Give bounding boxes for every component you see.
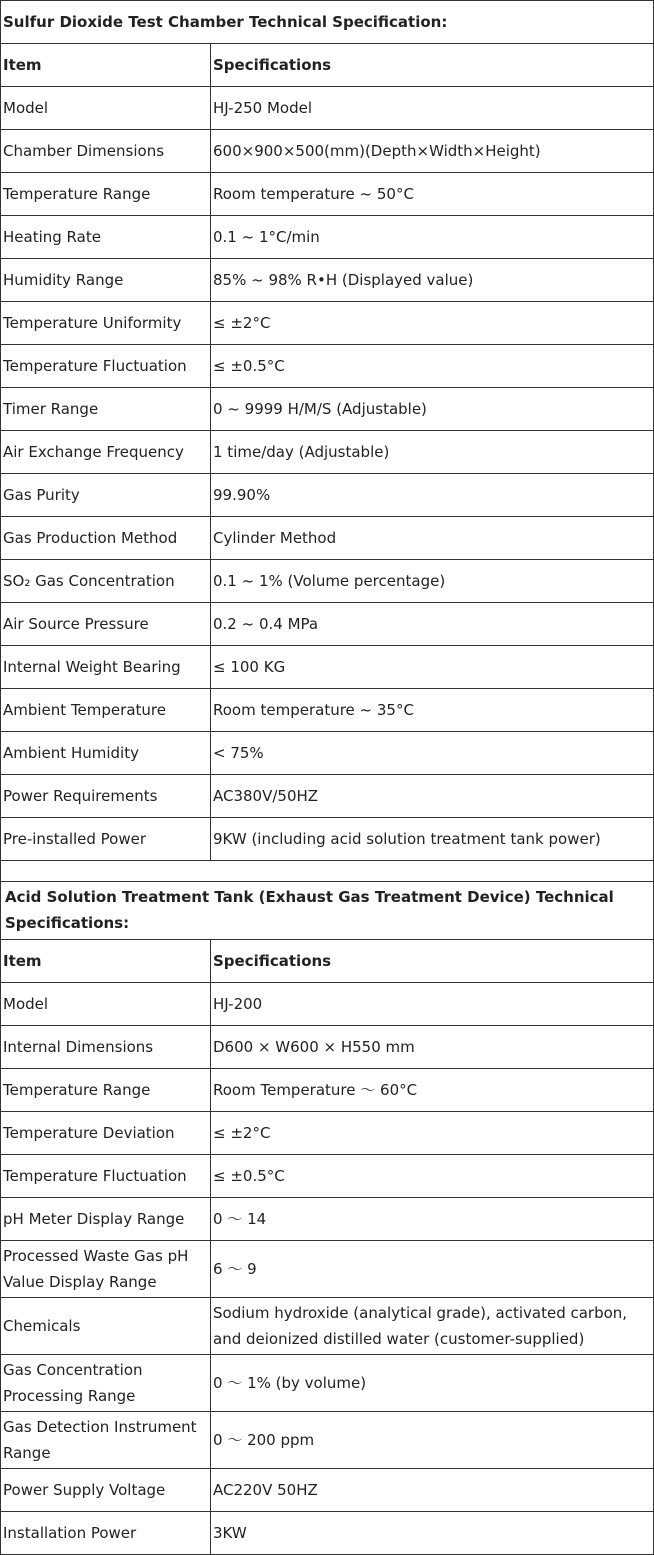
table-row <box>1 560 654 603</box>
table-row <box>1 1469 654 1512</box>
item-cell: Ambient Temperature <box>1 689 211 732</box>
item-cell: Gas Detection Instrument Range <box>1 1412 211 1469</box>
table-row <box>1 983 654 1026</box>
item-cell: Installation Power <box>1 1512 211 1555</box>
item-cell: Pre-installed Power <box>1 818 211 861</box>
value-cell: ≤ 100 KG <box>211 646 654 689</box>
table-row <box>1 1155 654 1198</box>
value-cell: ≤ ±2°C <box>211 1112 654 1155</box>
table-row <box>1 689 654 732</box>
value-cell: ≤ ±2°C <box>211 302 654 345</box>
item-cell: Temperature Range <box>1 1069 211 1112</box>
value-cell: 0 ～ 1% (by volume) <box>211 1355 654 1412</box>
value-cell: 1 time/day (Adjustable) <box>211 431 654 474</box>
table-row <box>1 173 654 216</box>
value-cell: HJ-250 Model <box>211 87 654 130</box>
column-header-spec: Specifications <box>211 44 654 87</box>
table-row <box>1 87 654 130</box>
item-cell: Temperature Deviation <box>1 1112 211 1155</box>
table-row <box>1 1298 654 1355</box>
item-cell: Air Source Pressure <box>1 603 211 646</box>
value-cell: Cylinder Method <box>211 517 654 560</box>
item-cell: Temperature Fluctuation <box>1 345 211 388</box>
value-cell: < 75% <box>211 732 654 775</box>
value-cell: Room temperature ~ 50°C <box>211 173 654 216</box>
table-row <box>1 1241 654 1298</box>
table-row <box>1 345 654 388</box>
section-title: Acid Solution Treatment Tank (Exhaust Gas Treatment Device) Technical Specifications: <box>1 882 654 940</box>
table-row <box>1 732 654 775</box>
value-cell: AC220V 50HZ <box>211 1469 654 1512</box>
value-cell: 3KW <box>211 1512 654 1555</box>
table-header-row <box>1 44 654 87</box>
column-header-item: Item <box>1 940 211 983</box>
item-cell: Air Exchange Frequency <box>1 431 211 474</box>
item-cell: Chemicals <box>1 1298 211 1355</box>
item-cell: Gas Purity <box>1 474 211 517</box>
item-cell: Model <box>1 983 211 1026</box>
section-title: Sulfur Dioxide Test Chamber Technical Specification: <box>1 1 654 44</box>
value-cell: Sodium hydroxide (analytical grade), activated carbon, and deionized distilled water (customer-supplied) <box>211 1298 654 1355</box>
item-cell: Power Requirements <box>1 775 211 818</box>
item-cell: pH Meter Display Range <box>1 1198 211 1241</box>
item-cell: Humidity Range <box>1 259 211 302</box>
section-title-row <box>1 882 654 940</box>
table-row <box>1 1026 654 1069</box>
table-row <box>1 1069 654 1112</box>
value-cell: Room temperature ~ 35°C <box>211 689 654 732</box>
table-row <box>1 1112 654 1155</box>
item-cell: SO₂ Gas Concentration <box>1 560 211 603</box>
item-cell: Timer Range <box>1 388 211 431</box>
table-row <box>1 302 654 345</box>
item-cell: Temperature Range <box>1 173 211 216</box>
table-header-row <box>1 940 654 983</box>
value-cell: 6 ～ 9 <box>211 1241 654 1298</box>
table-row <box>1 775 654 818</box>
column-header-spec: Specifications <box>211 940 654 983</box>
column-header-item: Item <box>1 44 211 87</box>
value-cell: 0.2 ~ 0.4 MPa <box>211 603 654 646</box>
item-cell: Processed Waste Gas pH Value Display Range <box>1 1241 211 1298</box>
value-cell: HJ-200 <box>211 983 654 1026</box>
item-cell: Temperature Uniformity <box>1 302 211 345</box>
table-row <box>1 259 654 302</box>
value-cell: 0 ～ 14 <box>211 1198 654 1241</box>
item-cell: Chamber Dimensions <box>1 130 211 173</box>
table-row <box>1 388 654 431</box>
value-cell: D600 × W600 × H550 mm <box>211 1026 654 1069</box>
table-row <box>1 1512 654 1555</box>
value-cell: 0 ～ 200 ppm <box>211 1412 654 1469</box>
value-cell: 9KW (including acid solution treatment tank power) <box>211 818 654 861</box>
table-row <box>1 646 654 689</box>
section-title-row <box>1 1 654 44</box>
table-row <box>1 603 654 646</box>
value-cell: 85% ~ 98% R•H (Displayed value) <box>211 259 654 302</box>
item-cell: Internal Weight Bearing <box>1 646 211 689</box>
table-row <box>1 818 654 861</box>
value-cell: 600×900×500(mm)(Depth×Width×Height) <box>211 130 654 173</box>
table-row <box>1 431 654 474</box>
item-cell: Gas Concentration Processing Range <box>1 1355 211 1412</box>
item-cell: Heating Rate <box>1 216 211 259</box>
item-cell: Model <box>1 87 211 130</box>
table-row <box>1 1355 654 1412</box>
value-cell: 0.1 ~ 1°C/min <box>211 216 654 259</box>
item-cell: Temperature Fluctuation <box>1 1155 211 1198</box>
table-row <box>1 130 654 173</box>
value-cell: 99.90% <box>211 474 654 517</box>
value-cell: ≤ ±0.5°C <box>211 345 654 388</box>
value-cell: 0 ~ 9999 H/M/S (Adjustable) <box>211 388 654 431</box>
section-spacer <box>1 861 654 882</box>
item-cell: Internal Dimensions <box>1 1026 211 1069</box>
item-cell: Gas Production Method <box>1 517 211 560</box>
value-cell: 0.1 ~ 1% (Volume percentage) <box>211 560 654 603</box>
item-cell: Ambient Humidity <box>1 732 211 775</box>
table-row <box>1 517 654 560</box>
section-spacer-row <box>1 861 654 882</box>
value-cell: ≤ ±0.5°C <box>211 1155 654 1198</box>
value-cell: Room Temperature ～ 60°C <box>211 1069 654 1112</box>
table-row <box>1 216 654 259</box>
table-row <box>1 1198 654 1241</box>
item-cell: Power Supply Voltage <box>1 1469 211 1512</box>
table-row <box>1 1412 654 1469</box>
table-row <box>1 474 654 517</box>
value-cell: AC380V/50HZ <box>211 775 654 818</box>
